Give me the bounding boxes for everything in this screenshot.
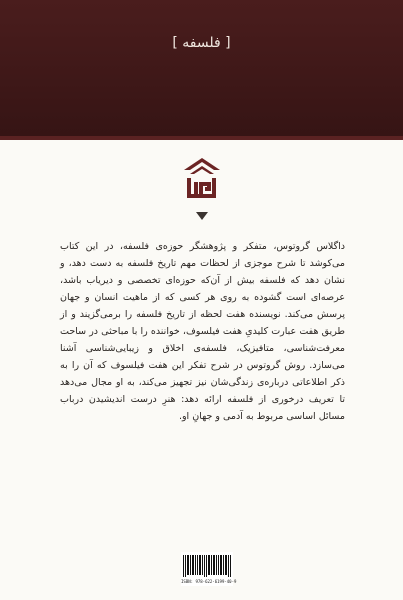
down-triangle-icon: [196, 212, 208, 220]
description-text: [60, 238, 345, 425]
description-paragraph: داگلاس گروتوس، متفکر و پژوهشگر حوزه‌ی فلسفه، در این کتاب می‌کوشد تا شرح موجزی از لحظات مهم تاریخ فلسفه به دست دهد، و نشان دهد که فلسفه بیش از آن‌که حوزه‌ای تخصصی و دیریاب باشد، عرصه‌ای است گشوده به روی هر کسی که از ماهیت انسان و جهان پرسش می‌کند. نویسنده هفت لحظه از تاریخ فلسفه را برمی‌گزیند و از طریق هفت عبارت کلیدیِ هفت فیلسوف، خواننده را با مباحثی در ساحت معرفت‌شناسی، متافیزیک، فلسفه‌ی اخلاق و زیبایی‌شناسی آشنا می‌سازد. روش گروتوس در شرح تفکر این هفت فیلسوف که آن را به ذکر اطلاعاتی درباره‌ی زندگی‌شان نیز تجهیز می‌کند، به او مجال می‌دهد تا تعریف درخوری از فلسفه ارائه دهد: هنرِ درست اندیشیدن درباب مسائل اساسی مربوط به آدمی و جهانِ او.: [60, 241, 345, 422]
header-divider: [0, 136, 403, 140]
barcode-bars: [183, 555, 231, 577]
header-band: [0, 0, 403, 140]
category-label: [0, 35, 403, 51]
publisher-logo-icon: [184, 158, 220, 200]
barcode: [181, 552, 237, 586]
isbn-text: ISBN: 978-622-6199-40-9: [181, 579, 237, 584]
category-text: [ فلسفه ]: [172, 35, 231, 51]
